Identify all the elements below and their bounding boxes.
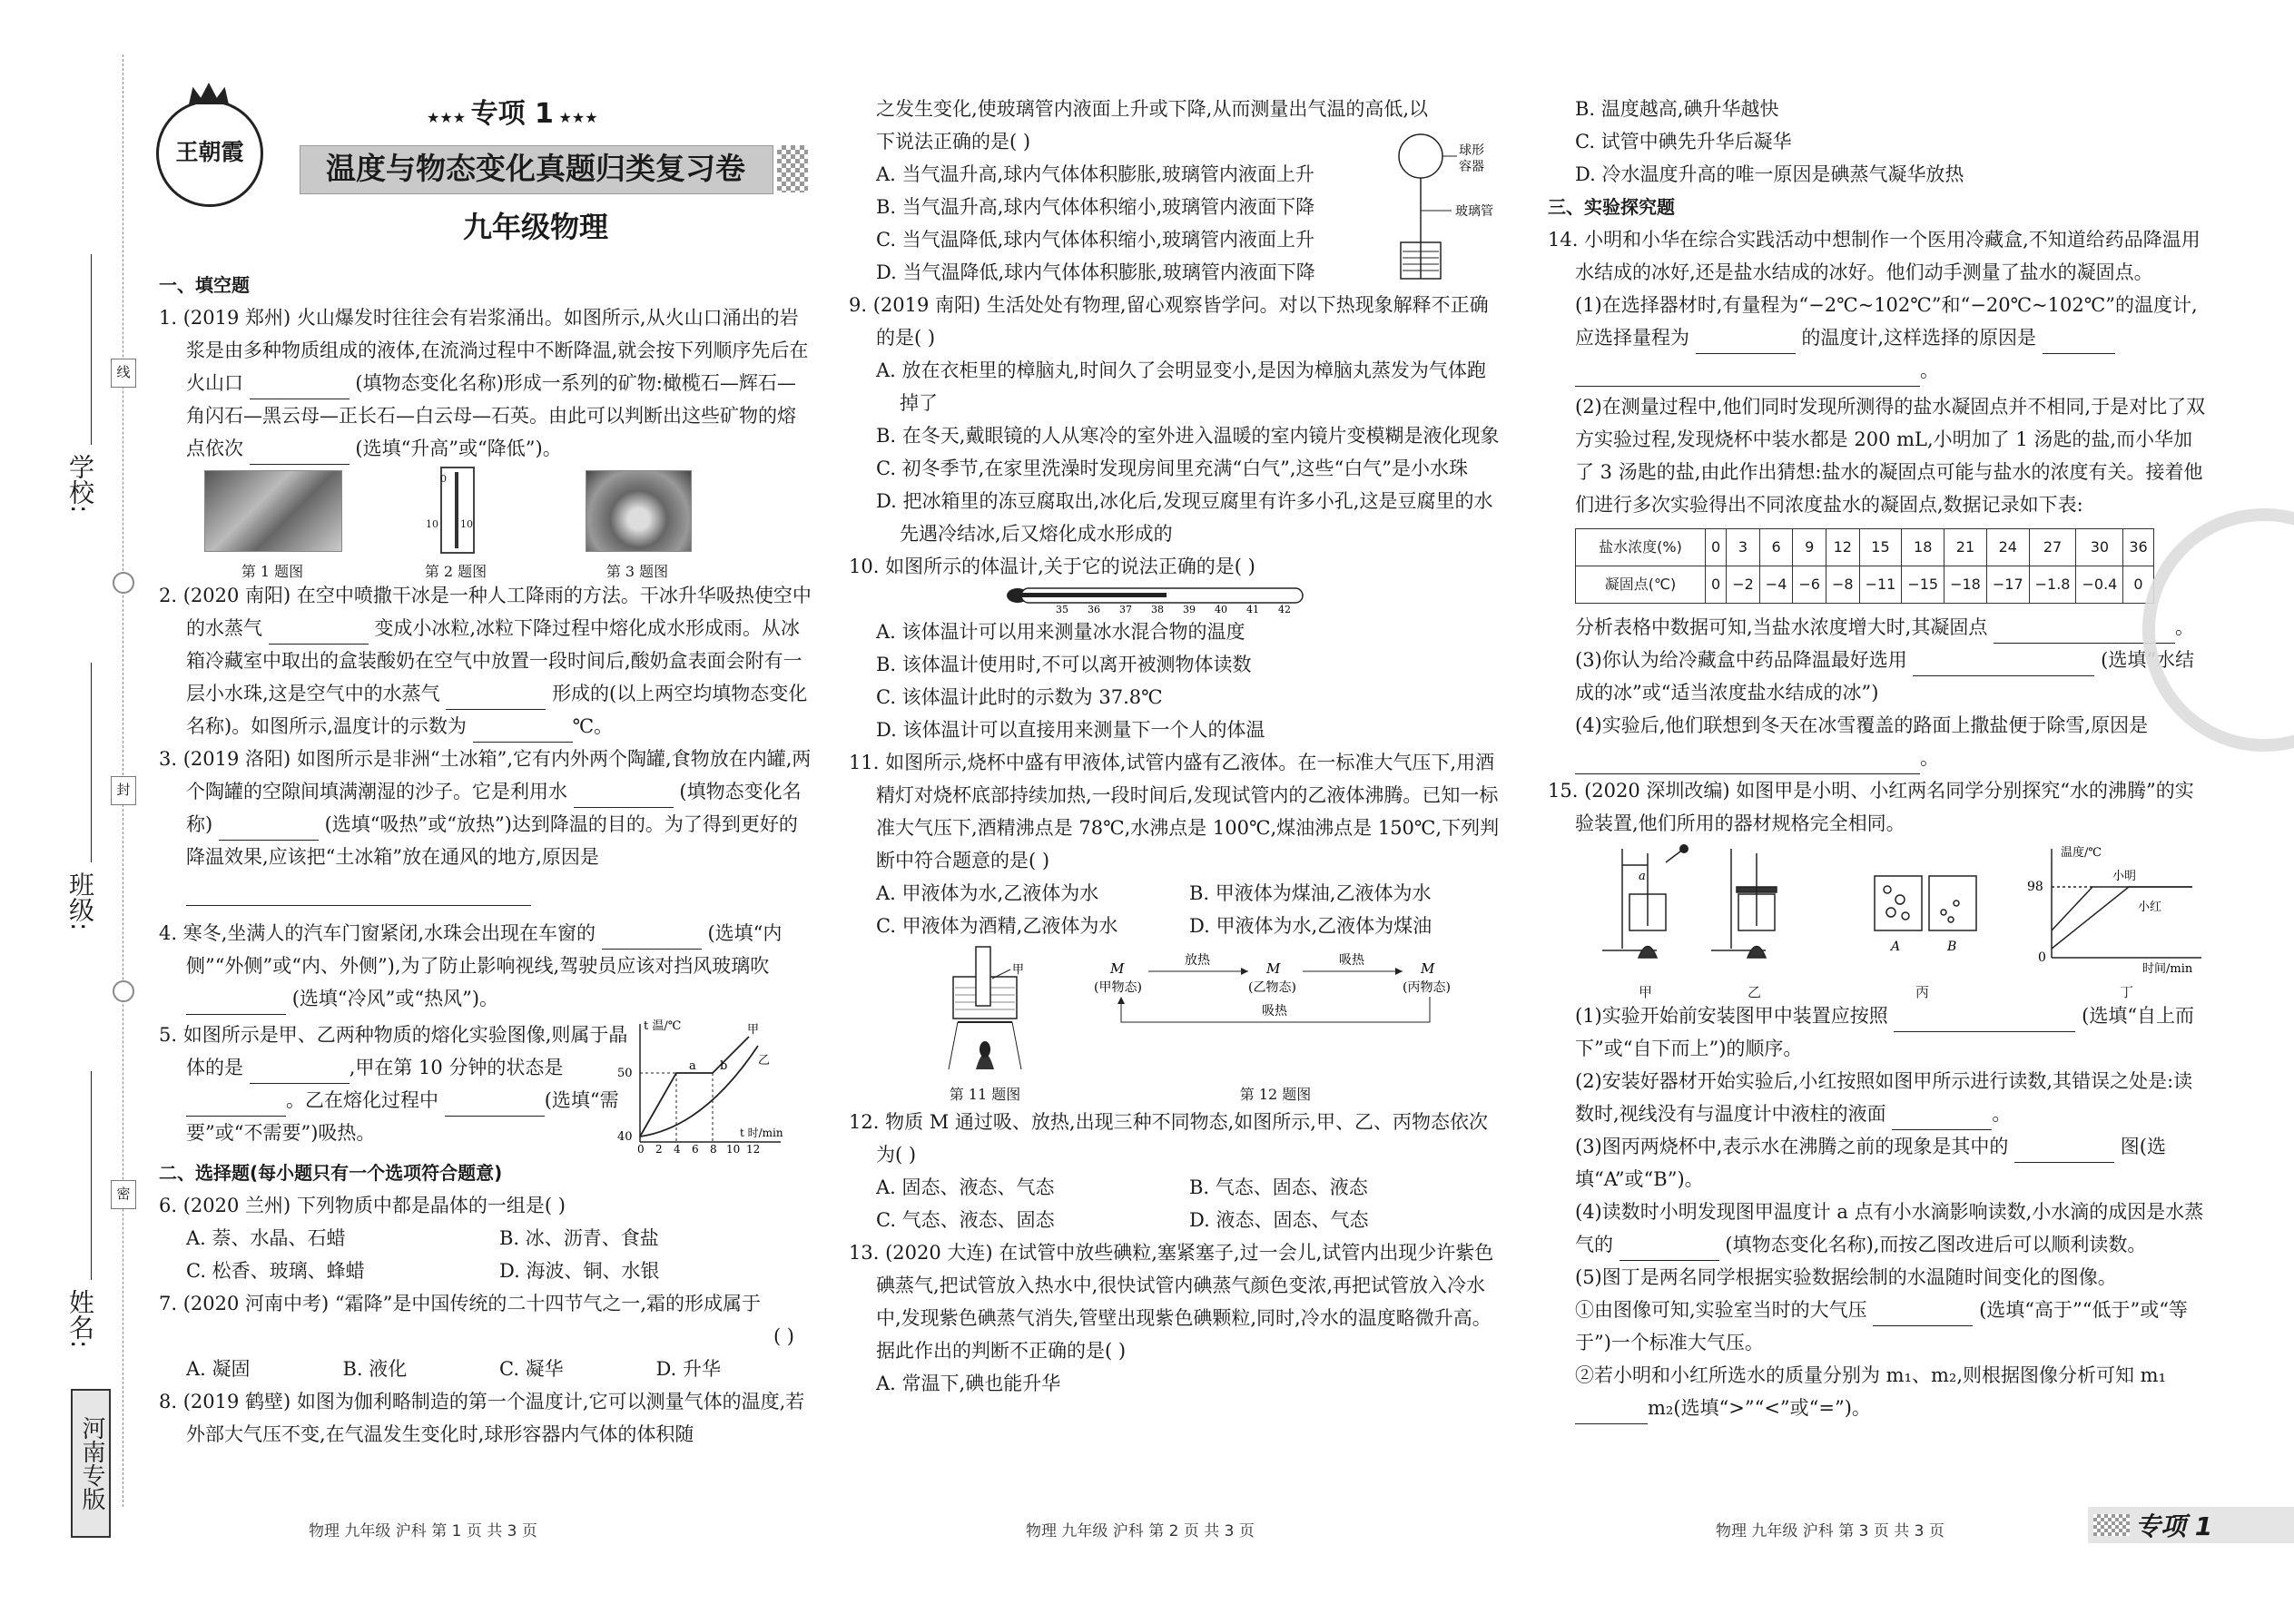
q15-3-text: (3)图丙两烧杯中,表示水在沸腾之前的现象是其中的 <box>1575 1136 2009 1157</box>
question-2 <box>159 579 812 743</box>
swirl-icon <box>113 572 134 594</box>
q7-option-b[interactable]: B. 液化 <box>342 1358 408 1380</box>
table-cell: −6 <box>1793 566 1826 604</box>
svg-text:38: 38 <box>1151 604 1164 615</box>
name-label: 姓名: <box>65 1289 95 1349</box>
school-label: 学校: <box>65 454 95 514</box>
q14-4-blank[interactable] <box>1575 753 1920 774</box>
q14-part-4: (4)实验后,他们联想到冬天在冰雪覆盖的路面上撒盐便于除雪,原因是 。 <box>1548 709 2210 774</box>
q15-5b-text-b: m₂(选填“>”“<”或“=”)。 <box>1648 1397 1871 1419</box>
graph-y-label: 温度/℃ <box>2061 846 2102 860</box>
svg-text:39: 39 <box>1183 604 1196 615</box>
table-cell: 36 <box>2123 529 2153 566</box>
cut-mark-2: 封 <box>111 776 136 805</box>
q12-options-1 <box>849 1171 1502 1204</box>
question-13: 13. (2020 大连) 在试管中放些碘粒,塞紧塞子,过一会儿,试管内出现少许紫色碘蒸气,把试管放入热水中,很快试管内碘蒸气颜色变浓,再把试管放入冷水中,发现紫色碘蒸气消失,管壁出现紫色碘颗粒,同时,冷水的温度略微升高。据此作出的判断不正确的是( ) <box>849 1242 1494 1362</box>
q9-option-a[interactable]: A. 放在衣柜里的樟脑丸,时间久了会明显变小,是因为樟脑丸蒸发为气体跑掉了 <box>876 359 1486 414</box>
fig5-b: b <box>720 1059 728 1073</box>
column-2 <box>849 93 1502 1400</box>
svg-text:12: 12 <box>746 1143 761 1153</box>
q15-1-text-b: (选填“自上而下”或“自下而上”)的顺序。 <box>1575 1005 2195 1059</box>
svg-text:2: 2 <box>655 1143 663 1153</box>
q8-continued <box>849 93 1502 289</box>
melting-graph <box>613 1019 785 1153</box>
q1-figures <box>159 470 812 579</box>
school-line <box>91 254 93 445</box>
cut-mark-3: 密 <box>111 1180 136 1209</box>
fangre-label: 放热 <box>1185 953 1210 968</box>
thermometer-column <box>455 472 458 548</box>
table-cell: −0.4 <box>2076 566 2123 604</box>
question-7: 7. (2020 河南中考) “霜降”是中国传统的二十四节气之一,霜的形成属于 <box>159 1293 762 1314</box>
fig5-y-label: t 温/℃ <box>644 1019 682 1033</box>
q5-blank-2[interactable] <box>186 1096 286 1117</box>
svg-text:41: 41 <box>1246 604 1259 615</box>
q3-blank-3[interactable] <box>186 885 531 906</box>
fig11-caption: 第 11 题图 <box>949 1086 1021 1103</box>
q15-1-text: (1)实验开始前安装图甲中装置应按照 <box>1575 1005 1888 1027</box>
q1-text-c: (选填“升高”或“降低”)。 <box>355 438 562 459</box>
q4-blank-2[interactable] <box>186 994 286 1015</box>
yi-state-label: (乙物态) <box>1248 980 1296 995</box>
graph-x-label: 时间/min <box>2142 962 2193 976</box>
m-label-1: M <box>1110 960 1125 977</box>
q2-blank-2[interactable] <box>446 689 546 710</box>
q5-blank-3[interactable] <box>445 1096 545 1117</box>
fig5-a: a <box>689 1059 696 1073</box>
q14-1-blank-3[interactable] <box>1575 366 1920 387</box>
fig2-tick: 10 <box>460 518 473 530</box>
checker-decoration <box>777 145 808 192</box>
table-cell: −4 <box>1759 566 1793 604</box>
q14-3-blank[interactable] <box>1913 655 2094 676</box>
q5-blank-1[interactable] <box>250 1063 350 1084</box>
q12-options-2 <box>849 1204 1502 1236</box>
q2-blank-3[interactable] <box>473 722 573 743</box>
q5-text-d: (选填“需要”或“不需要”)吸热。 <box>186 1089 619 1144</box>
svg-text:37: 37 <box>1119 604 1132 615</box>
q14-1-text-b: 的温度计,这样选择的原因是 <box>1801 327 2037 349</box>
table-cell: 3 <box>1727 529 1760 566</box>
q15-part-3 <box>1548 1130 2210 1196</box>
q8-text-c: 之发生变化,使玻璃管内液面上升或下降,从而测量出气温的高低,以下说法正确的是( ) <box>876 98 1429 153</box>
column-3 <box>1548 93 2210 1424</box>
q14-3-text: (3)你认为给冷藏盒中药品降温最好选用 <box>1575 649 1907 671</box>
q15-part-4 <box>1548 1196 2210 1261</box>
table-cell: −11 <box>1859 566 1902 604</box>
q8-label-3: 玻璃管 <box>1455 204 1493 219</box>
salt-data-table <box>1575 528 2154 604</box>
table-cell: 6 <box>1759 529 1793 566</box>
question-14: 14. 小明和小华在综合实践活动中想制作一个医用冷藏盒,不知道给药品降温用水结成的冰好,还是盐水结成的冰好。他们动手测量了盐水的凝固点。 <box>1548 229 2200 283</box>
q6-options-1 <box>159 1222 812 1255</box>
star-icon: ★★★ <box>553 109 598 126</box>
q2-text: 2. (2020 南阳) 在空中喷撒干冰是一种人工降雨的方法。干冰升华吸热使空中的水蒸气 <box>159 585 812 639</box>
graph-0-label: 0 <box>2038 950 2046 965</box>
boiling-figures <box>1548 840 2210 976</box>
fig2-tick: 0 <box>440 473 447 485</box>
beakers-bing <box>1875 876 1976 930</box>
q13-option-b[interactable]: B. 温度越高,碘升华越快 <box>1575 98 1779 120</box>
fig5-x-ticks <box>637 1143 760 1153</box>
q6-option-d[interactable]: D. 海波、铜、水银 <box>499 1260 660 1282</box>
q7-options <box>159 1353 812 1385</box>
fig1-caption: 第 1 题图 <box>241 563 304 580</box>
fig5-x-label: t 时/min <box>740 1127 783 1139</box>
q11-option-d[interactable]: D. 甲液体为水,乙液体为煤油 <box>1189 915 1433 937</box>
table-cell: 21 <box>1944 529 1987 566</box>
q15-part-5a <box>1548 1294 2210 1359</box>
q15-4-text: (4)读数时小明发现图甲温度计 a 点有小水滴影响读数,小水滴的成因是水蒸气的 <box>1575 1201 2204 1255</box>
q3-text-b: (填物态变化名称) <box>186 781 802 835</box>
q9-option-d[interactable]: D. 把冰箱里的冻豆腐取出,冰化后,发现豆腐里有许多小孔,这是豆腐里的水先遇冷结冰,后又熔化成水形成的 <box>876 490 1493 545</box>
swirl-icon <box>113 980 134 1002</box>
m-label-2: M <box>1266 960 1281 977</box>
table-cell: 27 <box>2029 529 2076 566</box>
page-title: 温度与物态变化真题归类复习卷 <box>326 151 745 186</box>
question-11: 11. 如图所示,烧杯中盛有甲液体,试管内盛有乙液体。在一标准大气压下,用酒精灯对烧杯底部持续加热,一段时间后,发现试管内的乙液体沸腾。已知一标准大气压下,酒精沸点是 78℃,水沸点是 100℃,煤油沸点是 150℃,下列判断中符合题意的是( ) <box>849 752 1500 871</box>
q14-3-text-b: (选填“水结成的冰”或“适当浓度盐水结成的冰”) <box>1575 649 2195 704</box>
svg-text:40: 40 <box>1215 604 1227 615</box>
q7-option-d[interactable]: D. 升华 <box>655 1358 721 1380</box>
q9-option-c[interactable]: C. 初冬季节,在家里洗澡时发现房间里充满“白气”,这些“白气”是小水珠 <box>876 458 1468 479</box>
subtitle: 九年级物理 <box>462 210 608 244</box>
fig-ding-caption: 丁 <box>2120 984 2134 1000</box>
q5-text-b: ,甲在第 10 分钟的状态是 <box>349 1057 564 1078</box>
table-row <box>1576 566 2154 604</box>
q3-blank-1[interactable] <box>574 787 674 808</box>
question-15: 15. (2020 深圳改编) 如图甲是小明、小红两名同学分别探究“水的沸腾”的实验装置,他们所用的器材规格完全相同。 <box>1548 780 2194 834</box>
q2-text-b: 变成小冰粒,冰粒下降过程中熔化成水形成雨。从冰箱冷藏室中取出的盒装酸奶在空气中放置一段时间后,酸奶盒表面会附有一层小水珠,这是空气中的水蒸气 <box>186 617 802 704</box>
xire-label: 吸热 <box>1339 953 1364 968</box>
cut-mark-1: 线 <box>111 359 136 388</box>
class-label: 班级: <box>65 871 95 931</box>
footer-checker <box>2093 1514 2130 1536</box>
q14-4-text: (4)实验后,他们联想到冬天在冰雪覆盖的路面上撒盐便于除雪,原因是 <box>1575 714 2149 736</box>
q8-option-c[interactable]: C. 当气温降低,球内气体体积缩小,玻璃管内液面上升 <box>876 229 1315 251</box>
question-12: 12. 物质 M 通过吸、放热,出现三种不同物态,如图所示,甲、乙、丙物态依次为( ) <box>849 1111 1488 1166</box>
q5-text-block <box>159 1019 631 1149</box>
q14-1-text: (1)在选择器材时,有量程为“−2℃~102℃”和“−20℃~102℃”的温度计,应选择量程为 <box>1575 294 2198 349</box>
q15-3-text-b: 图(选填“A”或“B”)。 <box>1575 1136 2166 1190</box>
graph-98-label: 98 <box>2027 880 2043 894</box>
q15-5a-text: ①由图像可知,实验室当时的大气压 <box>1575 1299 1867 1321</box>
q2-text-c: 形成的(以上两空均填物态变化名称)。如图所示,温度计的示数为 <box>186 683 808 737</box>
q12-option-c[interactable]: C. 气态、液态、固态 <box>876 1209 1055 1231</box>
crown-icon <box>189 83 229 104</box>
footer-page-2: 物理 九年级 沪科 第 2 页 共 3 页 <box>1026 1522 1255 1540</box>
point-a-label: a <box>1639 870 1646 883</box>
fig5-jia: 甲 <box>747 1023 760 1037</box>
q8-option-a[interactable]: A. 当气温升高,球内气体体积膨胀,玻璃管内液面上升 <box>876 163 1314 185</box>
q10-option-b[interactable]: B. 该体温计使用时,不可以离开被测物体读数 <box>876 654 1252 675</box>
q4-blank-1[interactable] <box>602 929 702 950</box>
q11-option-b[interactable]: B. 甲液体为煤油,乙液体为水 <box>1189 882 1432 904</box>
svg-text:4: 4 <box>674 1143 681 1153</box>
svg-text:36: 36 <box>1088 604 1100 615</box>
q7-option-c[interactable]: C. 凝华 <box>499 1358 564 1380</box>
q15-5b-blank[interactable] <box>1575 1403 1648 1424</box>
q11-option-c[interactable]: C. 甲液体为酒精,乙液体为水 <box>876 915 1118 937</box>
star-icon: ★★★ <box>427 109 471 126</box>
q7-option-a[interactable]: A. 凝固 <box>186 1358 251 1380</box>
q15-part-5: (5)图丁是两名同学根据实验数据绘制的水温随时间变化的图像。 <box>1575 1266 2117 1288</box>
q13-option-d[interactable]: D. 冷水温度升高的唯一原因是碘蒸气凝华放热 <box>1575 163 1964 185</box>
q6-options-2 <box>159 1255 812 1287</box>
fig-yi-caption: 乙 <box>1748 984 1762 1000</box>
svg-text:42: 42 <box>1278 604 1291 615</box>
q15-3-blank[interactable] <box>2014 1142 2114 1163</box>
q5-text: 5. 如图所示是甲、乙两种物质的熔化实验图像,则属于晶体的是 <box>159 1024 628 1078</box>
table-cell: 12 <box>1826 529 1859 566</box>
q15-part-1 <box>1548 999 2210 1065</box>
q4-text-c: (选填“冷风”或“热风”)。 <box>291 988 499 1009</box>
q15-5a-text-b: (选填“高于”“低于”或“等于”)一个标准大气压。 <box>1575 1299 2188 1353</box>
table-cell: 30 <box>2076 529 2123 566</box>
phase-diagram <box>1085 951 1466 1060</box>
q6-option-a[interactable]: A. 萘、水晶、石蜡 <box>186 1227 346 1249</box>
q2-blank-1[interactable] <box>269 624 369 645</box>
logo-text: 王朝霞 <box>175 139 244 165</box>
section-3-heading: 三、实验探究题 <box>1548 196 1675 218</box>
beaker-apparatus <box>940 942 1049 1078</box>
q11-options-2 <box>849 910 1502 942</box>
question-1 <box>159 301 812 465</box>
section-1-heading: 一、填空题 <box>159 274 250 296</box>
svg-text:6: 6 <box>692 1143 699 1153</box>
q12-option-b[interactable]: B. 气态、固态、液态 <box>1189 1176 1368 1198</box>
fig2-caption: 第 2 题图 <box>424 563 487 580</box>
q11-options-1 <box>849 877 1502 910</box>
q11-q12-figures <box>849 942 1502 1106</box>
question-4 <box>159 917 812 1015</box>
q15-5a-blank[interactable] <box>1873 1305 1973 1326</box>
fig-jia-caption: 甲 <box>1639 984 1653 1000</box>
table-cell: −17 <box>1986 566 2029 604</box>
q4-text-b: (选填“内侧”“外侧”或“内、外侧”),为了防止影响视线,驾驶员应该对挡风玻璃吹 <box>186 922 783 977</box>
q10-option-a[interactable]: A. 该体温计可以用来测量冰水混合物的温度 <box>876 621 1245 643</box>
q8-option-b[interactable]: B. 当气温升高,球内气体体积缩小,玻璃管内液面下降 <box>876 196 1315 218</box>
footer-page-1: 物理 九年级 沪科 第 1 页 共 3 页 <box>309 1522 537 1540</box>
section-2-heading: 二、选择题(每小题只有一个选项符合题意) <box>159 1162 503 1184</box>
table-cell: 9 <box>1793 529 1826 566</box>
question-6: 6. (2020 兰州) 下列物质中都是晶体的一组是( ) <box>159 1195 566 1216</box>
q14-part-3 <box>1548 644 2210 709</box>
question-9: 9. (2019 南阳) 生活处处有物理,留心观察皆学问。对以下热现象解释不正确的是( ) <box>849 294 1489 349</box>
table-cell: −8 <box>1826 566 1859 604</box>
clinical-thermometer <box>849 583 1502 615</box>
fig12-caption: 第 12 题图 <box>1239 1086 1312 1103</box>
table-cell: −15 <box>1902 566 1944 604</box>
earthen-fridge-image <box>586 470 692 552</box>
q13-option-c[interactable]: C. 试管中碘先升华后凝华 <box>1575 131 1792 153</box>
q15-4-text-b: (填物态变化名称),而按乙图改进后可以顺利读数。 <box>1725 1234 2147 1255</box>
table-cell: 18 <box>1902 529 1944 566</box>
q10-option-d[interactable]: D. 该体温计可以直接用来测量下一个人的体温 <box>876 719 1265 741</box>
table-header: 盐水浓度(%) <box>1576 529 1706 566</box>
lava-image <box>204 470 342 552</box>
series-label: ★★★ 专项 1 ★★★ <box>427 98 598 130</box>
q8-option-d[interactable]: D. 当气温降低,球内气体体积膨胀,玻璃管内液面下降 <box>876 261 1315 283</box>
svg-text:8: 8 <box>710 1143 717 1153</box>
table-cell: −18 <box>1944 566 1987 604</box>
q1-blank-2[interactable] <box>250 444 350 465</box>
q15-4-blank[interactable] <box>1620 1240 1719 1261</box>
galileo-thermometer <box>1393 129 1502 283</box>
q15-part-2: (2)安装好器材开始实验后,小红按照如图甲所示进行读数,其错误之处是:读数时,视线没有与温度计中液柱的液面 。 <box>1548 1065 2210 1130</box>
m-label-3: M <box>1421 960 1435 977</box>
footer-page-3: 物理 九年级 沪科 第 3 页 共 3 页 <box>1716 1522 1944 1540</box>
svg-text:0: 0 <box>637 1143 645 1153</box>
question-10: 10. 如图所示的体温计,关于它的说法正确的是( ) <box>849 556 1255 577</box>
q6-option-c[interactable]: C. 松香、玻璃、蜂蜡 <box>186 1260 365 1282</box>
question-3 <box>159 743 812 906</box>
fig5-y40: 40 <box>617 1130 633 1144</box>
thermo-ticks <box>1056 604 1291 615</box>
beaker-b-label: B <box>1947 940 1957 954</box>
table-cell: 0 <box>2123 566 2153 604</box>
fig3-caption: 第 3 题图 <box>605 563 669 580</box>
thermometer-fig2 <box>426 467 475 554</box>
xiaohong-label: 小红 <box>2138 901 2162 914</box>
apparatus-yi <box>1711 849 1777 958</box>
q14-1-blank-2[interactable] <box>2043 333 2115 354</box>
q11-option-a[interactable]: A. 甲液体为水,乙液体为水 <box>876 882 1099 904</box>
edition-badge: 河南专版 <box>71 1389 111 1538</box>
bing-state-label: (丙物态) <box>1403 980 1451 995</box>
q9-option-b[interactable]: B. 在冬天,戴眼镜的人从寒冷的室外进入温暖的室内镜片变模糊是液化现象 <box>876 425 1500 447</box>
svg-text:10: 10 <box>726 1143 741 1153</box>
question-8: 8. (2019 鹤壁) 如图为伽利略制造的第一个温度计,它可以测量气体的温度,若外部大气压不变,在气温发生变化时,球形容器内气体的体积随 <box>159 1391 805 1445</box>
q2-text-d: ℃。 <box>572 715 614 737</box>
q12-option-a[interactable]: A. 固态、液态、气态 <box>876 1176 1055 1198</box>
q12-option-d[interactable]: D. 液态、固态、气态 <box>1189 1209 1369 1231</box>
class-line <box>91 663 93 862</box>
q15-1-blank[interactable] <box>1894 1011 2075 1032</box>
q14-part-1: (1)在选择器材时,有量程为“−2℃~102℃”和“−20℃~102℃”的温度计,应选择量程为 的温度计,这样选择的原因是 。 <box>1548 289 2210 387</box>
q14-1-blank-1[interactable] <box>1696 333 1796 354</box>
q7-paren: ( ) <box>773 1325 794 1347</box>
q10-option-c[interactable]: C. 该体温计此时的示数为 37.8℃ <box>876 686 1163 708</box>
q11-jia-label: 甲 <box>1012 963 1025 977</box>
table-cell: −2 <box>1727 566 1760 604</box>
q1-text: 1. (2019 郑州) 火山爆发时往往会有岩浆涌出。如图所示,从火山口涌出的岩浆是由多种物质组成的液体,在流淌过程中不断降温,就会按下列顺序先后在火山口 <box>159 307 809 394</box>
fig5-yi: 乙 <box>758 1054 771 1068</box>
q15-part-5b <box>1548 1359 2210 1424</box>
table-header: 凝固点(℃) <box>1576 566 1706 604</box>
q8-label-1: 球形 <box>1459 143 1484 158</box>
table-cell: −1.8 <box>2029 566 2076 604</box>
logo-seal <box>156 100 263 207</box>
boiling-fig-captions <box>1548 976 2210 999</box>
q14-2b-text: 分析表格中数据可知,当盐水浓度增大时,其凝固点 <box>1575 616 1988 638</box>
q3-blank-2[interactable] <box>219 820 319 841</box>
xire-label-2: 吸热 <box>1262 1004 1287 1019</box>
q4-text: 4. 寒冬,坐满人的汽车门窗紧闭,水珠会出现在车窗的 <box>159 922 596 944</box>
beaker-a-label: A <box>1891 940 1901 954</box>
q15-2-text: (2)安装好器材开始实验后,小红按照如图甲所示进行读数,其错误之处是:读数时,视线没有与温度计中液柱的液面 <box>1575 1070 2193 1125</box>
q14-part-2b: 分析表格中数据可知,当盐水浓度增大时,其凝固点 。 <box>1548 611 2210 644</box>
table-cell: 0 <box>1706 529 1727 566</box>
table-cell: 15 <box>1859 529 1902 566</box>
fig-bing-caption: 丙 <box>1915 984 1930 1000</box>
q5-text-c: 。乙在熔化过程中 <box>286 1089 438 1111</box>
q3-text-c: (选填“吸热”或“放热”)达到降温的目的。为了得到更好的降温效果,应该把“土冰箱”放在通风的地方,原因是 <box>186 813 798 868</box>
q13-option-a[interactable]: A. 常温下,碘也能升华 <box>876 1373 1061 1394</box>
fig2-tick: 10 <box>426 518 438 530</box>
table-cell: 0 <box>1706 566 1727 604</box>
apparatus-jia <box>1602 849 1684 958</box>
q1-blank-1[interactable] <box>250 379 350 399</box>
q8-label-2: 容器 <box>1459 160 1484 174</box>
eye-icon <box>1679 844 1689 853</box>
xiaoming-label: 小明 <box>2112 870 2137 883</box>
question-5 <box>159 1019 812 1153</box>
column-1 <box>159 269 812 1451</box>
q6-option-b[interactable]: B. 冰、沥青、食盐 <box>499 1227 659 1249</box>
q15-5b-text: ②若小明和小红所选水的质量分别为 m₁、m₂,则根据图像分析可知 m₁ <box>1575 1364 2167 1386</box>
q1-text-b: (填物态变化名称)形成一系列的矿物:橄榄石—辉石—角闪石—黑云母—正长石—白云母—石英。由此可以判断出这些矿物的熔点依次 <box>186 372 796 459</box>
fig5-y50: 50 <box>617 1067 633 1080</box>
table-cell: 24 <box>1986 529 2029 566</box>
table-row <box>1576 529 2154 566</box>
graph-ding <box>2052 849 2201 958</box>
q14-part-2: (2)在测量过程中,他们同时发现所测得的盐水凝固点并不相同,于是对比了双方实验过程,发现烧杯中装水都是 200 mL,小明加了 1 汤匙的盐,而小华加了 3 汤匙的盐,由此作出猜想:盐水的凝固点可能与盐水的浓度有关。接着他们进行多次实验得出不同浓度盐水的凝固点,数据记录如下表: <box>1575 396 2206 516</box>
footer-tag: 专项 1 <box>2135 1511 2213 1541</box>
name-line <box>91 1071 93 1280</box>
jia-state-label: (甲物态) <box>1094 980 1142 995</box>
q3-text: 3. (2019 洛阳) 如图所示是非洲“土冰箱”,它有内外两个陶罐,食物放在内罐,两个陶罐的空隙间填满潮湿的沙子。它是利用水 <box>159 748 812 802</box>
q15-2-blank[interactable] <box>1892 1109 1992 1130</box>
svg-text:35: 35 <box>1056 604 1068 615</box>
